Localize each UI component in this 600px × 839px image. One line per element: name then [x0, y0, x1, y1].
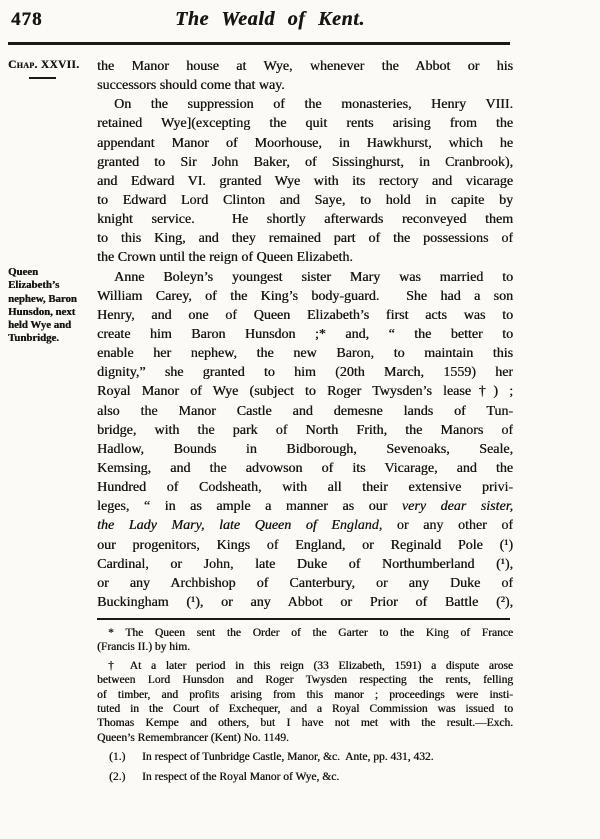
body-line	[97, 210, 513, 229]
body-line	[97, 574, 513, 593]
text: or any Archbishop of Canterbury, or any Duke of	[97, 575, 513, 591]
italic-text: very dear sister,	[401, 499, 513, 515]
footnote-line	[97, 659, 513, 673]
footnotes	[97, 626, 513, 788]
footnote	[97, 626, 513, 655]
text: † At a later period in this reign (33 Elizabeth, 1591) a dispute arose	[108, 659, 513, 672]
text: Queen’s Remembrancer (Kent) No. 1149.	[97, 731, 289, 744]
text: tuted in the Court of Exchequer, and a Royal Commission was issued to	[97, 703, 513, 716]
footnote	[97, 659, 513, 745]
body-line	[97, 555, 513, 574]
margin-note-line: nephew, Baron	[8, 292, 77, 305]
text: the Crown until the reign of Queen Elizabeth.	[97, 250, 353, 266]
text: Hadlow, Bounds in Bidborough, Sevenoaks, Seale,	[97, 441, 513, 457]
margin-note-line: Queen	[8, 266, 38, 278]
text: William Carey, of the King’s body-guard. She had a son	[97, 288, 513, 304]
footnote-line	[97, 626, 513, 640]
text: to this King, and they remained part of the possessions of	[97, 231, 513, 247]
page-number: 478	[11, 9, 43, 30]
body-line	[97, 344, 513, 363]
body-line	[97, 191, 513, 210]
body-line	[97, 76, 513, 95]
body-line	[97, 325, 513, 344]
body-text	[97, 57, 513, 612]
text: Buckingham (¹), or any Abbot or Prior of Battle (²),	[97, 594, 513, 610]
body-line	[97, 287, 513, 306]
body-line	[97, 402, 513, 421]
text: and Edward VI. granted Wye with its rectory and vicarage	[97, 173, 513, 189]
italic-text: the Lady Mary, late Queen of England,	[97, 518, 383, 534]
text: knight service. He shortly afterwards reconveyed them	[97, 212, 513, 228]
footnote-line	[97, 702, 513, 716]
text: successors should come that way.	[97, 78, 285, 94]
text: appendant Manor of Moorhouse, in Hawkhurst, which he	[97, 135, 513, 151]
header-rule	[8, 42, 510, 45]
text: Hundred of Codsheath, with all their extensive privi-	[97, 480, 513, 496]
text: * The Queen sent the Order of the Garter to the King of France	[108, 627, 513, 639]
text: our progenitors, Kings of England, or Reginald Pole (¹)	[97, 537, 513, 553]
body-line	[97, 172, 513, 191]
body-line	[97, 516, 513, 535]
text: or any other of	[382, 518, 513, 534]
body-line	[97, 306, 513, 325]
body-line	[97, 57, 513, 76]
body-line	[97, 95, 513, 114]
body-line	[97, 153, 513, 172]
footnote-line	[97, 716, 513, 730]
text: Cardinal, or John, late Duke of Northumberland (¹),	[97, 556, 513, 572]
footnote-text: In respect of Tunbridge Castle, Manor, &c. Ante, pp. 431, 432.	[142, 751, 434, 764]
text: Kemsing, and the advowson of its Vicarage, and the	[97, 460, 513, 476]
text: to Edward Lord Clinton and Saye, to hold in capite by	[97, 192, 513, 208]
margin-note-line: Hunsdon, next	[8, 305, 76, 318]
body-line	[97, 593, 513, 612]
text: of timber, and profits arising from this manor ; proceedings were insti-	[97, 688, 513, 701]
body-line	[97, 497, 513, 516]
text: Royal Manor of Wye (subject to Roger Twysden’s lease†) ;	[97, 384, 513, 400]
footnote-line	[97, 640, 513, 654]
text: leges, “ in as ample a manner as our	[97, 499, 402, 515]
body-line	[97, 268, 513, 287]
text: Anne Boleyn’s youngest sister Mary was married to	[114, 269, 513, 285]
footnote-line	[97, 731, 513, 745]
margin-note-line: held Wye and	[8, 319, 71, 332]
body-line	[97, 478, 513, 497]
margin-note	[8, 266, 96, 346]
margin-note-line: Tunbridge.	[8, 332, 59, 345]
text: Thomas Kempe and others, but I have not met with the result.—Exch.	[97, 717, 513, 730]
text: On the suppression of the monasteries, Henry VIII.	[114, 97, 513, 113]
footnote-text: In respect of the Royal Manor of Wye, &c.	[142, 770, 340, 783]
footnote-line	[97, 688, 513, 702]
text: Henry, and one of Queen Elizabeth’s first acts was to	[97, 307, 513, 323]
margin-note-line: Elizabeth’s	[8, 279, 60, 292]
text: bridge, with the park of North Frith, the Manors of	[97, 422, 513, 438]
body-line	[97, 382, 513, 401]
text: create him Baron Hunsdon ;* and, “ the better to	[97, 326, 513, 342]
footnote-rule	[97, 618, 510, 620]
footnote-marker: (1.)	[109, 751, 126, 764]
chapter-underline	[29, 77, 56, 79]
body-line	[97, 248, 513, 267]
body-line	[97, 421, 513, 440]
chapter-label: Chap. XXVII.	[8, 59, 80, 71]
body-line	[97, 459, 513, 478]
text: enable her nephew, the new Baron, to maintain this	[97, 346, 513, 362]
body-line	[97, 229, 513, 248]
body-line	[97, 114, 513, 133]
text: dignity,” she granted to him (20th March, 1559) her	[97, 365, 513, 381]
body-line	[97, 134, 513, 153]
footnote-numbered	[97, 770, 513, 784]
text: granted to Sir John Baker, of Sissinghurst, in Cranbrook),	[97, 154, 513, 170]
text: between Lord Hunsdon and Roger Twysden respecting the rents, felling	[97, 674, 513, 687]
text: (Francis II.) by him.	[97, 641, 190, 654]
footnote-numbered	[97, 750, 513, 764]
footnote-marker: (2.)	[109, 770, 126, 783]
body-line	[97, 363, 513, 382]
footnote-line	[97, 673, 513, 687]
body-line	[97, 536, 513, 555]
text: also the Manor Castle and demesne lands of Tun-	[97, 403, 513, 419]
text: the Manor house at Wye, whenever the Abbot or his	[97, 59, 513, 74]
body-line	[97, 440, 513, 459]
page-title: The Weald of Kent.	[175, 8, 365, 30]
text: retained Wye](excepting the quit rents arising from the	[97, 116, 513, 132]
